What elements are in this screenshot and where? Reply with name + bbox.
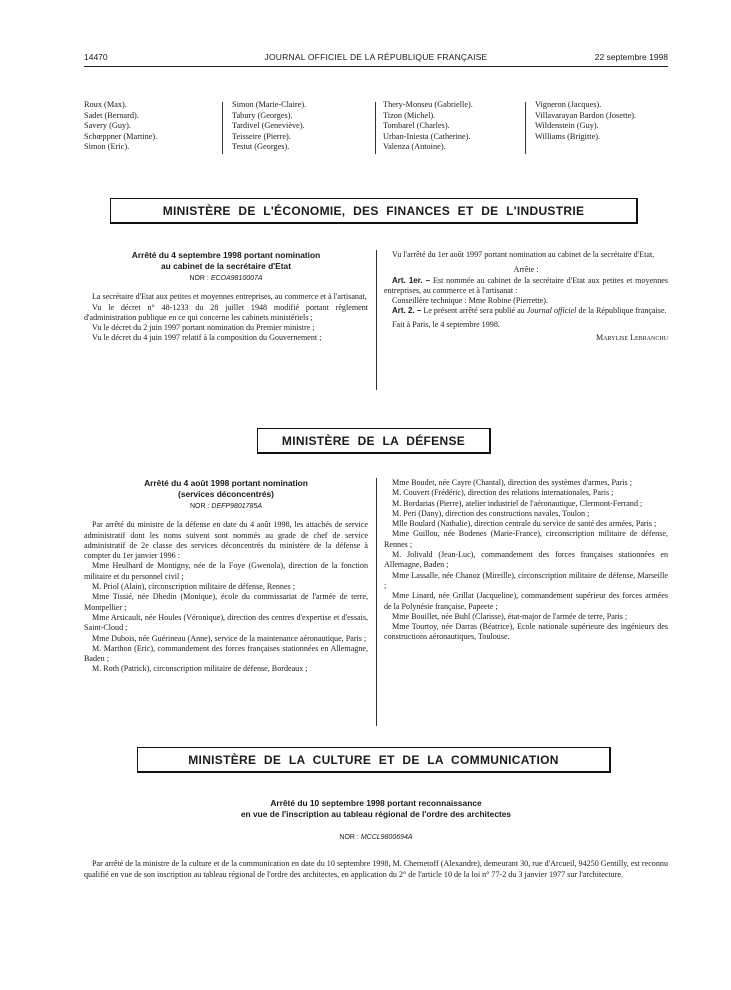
column-divider (525, 102, 526, 154)
ministry-heading-defense: MINISTÈRE DE LA DÉFENSE (257, 428, 491, 454)
paragraph: Mme Tissié, née Dhedin (Monique), école du commissariat de l'armée de terre, Montpellier ; (84, 592, 368, 612)
nor-reference: NOR : DEFP9801785A (190, 503, 262, 510)
section1-left-column (84, 250, 368, 344)
arrete-title: Arrêté du 10 septembre 1998 portant reconnaissance en vue de l'inscription au tableau régional de l'ordre des architectes (240, 798, 512, 819)
page-header (84, 52, 668, 66)
paragraph: Par arrêté du ministre de la défense en date du 4 août 1998, les attachés de service administratif dont les noms suivent sont nommés au grade de chef de service administratif de 2e classe des services déconcentrés du ministère de la défense à compter du 1er janvier 1996 : (84, 520, 368, 561)
list-item: Vigneron (Jacques). (535, 100, 602, 109)
section1-right-column (384, 250, 668, 343)
paragraph: Conseillère technique : Mme Robine (Pierrette). (392, 296, 548, 306)
list-item: Villavarayan Bardon (Josette). (535, 110, 637, 120)
signature: Marylise Lebranchu (595, 333, 668, 343)
paragraph: M. Couvert (Frédéric), direction des relations internationales, Paris ; (392, 488, 614, 498)
section2-left-column (84, 478, 368, 675)
nor-code: DEFP9801785A (211, 503, 262, 510)
paragraph: Vu l'arrêté du 1er août 1997 portant nomination au cabinet de la secrétaire d'Etat, (392, 250, 655, 259)
names-list (84, 100, 668, 156)
paragraph: Mme Boudet, née Cayre (Chantal), direction des systèmes d'armes, Paris ; (392, 478, 632, 487)
arrete-label: Arrête : (513, 265, 539, 275)
list-item: Testut (Georges). (232, 142, 290, 151)
header-rule (84, 66, 668, 67)
section2-right-column (384, 478, 668, 643)
paragraph: Par arrêté de la ministre de la culture et de la communication en date du 10 septembre 1998, M. Chernetoff (Alexandre), demeurant 30, rue d'Arcueil, 94250 Gentilly, est reconnu qualifié en vue de son inscription au tableau régional de l'ordre des architectes, en application du 2° de l'article 10 de la loi n° 77-2 du 3 janvier 1977 sur l'architecture. (84, 859, 668, 879)
arrete-title: Arrêté du 4 août 1998 portant nomination (services déconcentrés) (144, 478, 308, 499)
paragraph: M. Marthon (Eric), commandement des forces françaises stationnées en Allemagne, Baden ; (84, 643, 368, 664)
paragraph: Mme Guillou, née Bodenes (Marie-France), circonscription militaire de défense, Rennes ; (384, 529, 668, 549)
paragraph: Mlle Boulard (Nathalie), direction centrale du service de santé des armées, Paris ; (392, 519, 657, 529)
paragraph: Mme Arsicault, née Houles (Véronique), direction des centres d'expertise et d'essais, Saint-Cloud ; (84, 612, 368, 633)
page-number: 14470 (84, 52, 108, 62)
list-item: Simon (Eric). (84, 142, 130, 151)
article-2: Art. 2. – Le présent arrêté sera publié au Journal officiel de la République française. (392, 306, 667, 316)
paragraph: Mme Heulhard de Montigny, née de la Foye (Gwenola), direction de la fonction militaire et du personnel civil ; (84, 561, 368, 581)
issue-date: 22 septembre 1998 (594, 52, 668, 62)
paragraph: M. Priol (Alain), circonscription militaire de défense, Rennes ; (92, 582, 295, 592)
article-1: Art. 1er. – Est nommée au cabinet de la secrétaire d'Etat aux petites et moyennes entreprises, au commerce et à l'artisanat : (384, 275, 669, 295)
paragraph: Mme Bouillet, née Buhl (Clarisse), état-major de l'armée de terre, Paris ; (392, 611, 628, 621)
paragraph: M. Bordarias (Pierre), atelier industriel de l'aéronautique, Clermont-Ferrand ; (392, 498, 643, 508)
list-item: Teisseire (Pierre). (232, 131, 291, 141)
paragraph: Mme Tourtoy, née Darras (Béatrice), Ecole nationale supérieure des ingénieurs des constructions aéronautiques, Toulouse. (384, 622, 668, 642)
paragraph: Vu le décret du 2 juin 1997 portant nomination du Premier ministre ; (92, 323, 315, 333)
paragraph: M. Jolivald (Jean-Luc), commandement des forces françaises stationnées en Allemagne, Baden ; (384, 550, 668, 570)
paragraph: Vu le décret du 4 juin 1997 relatif à la composition du Gouvernement ; (92, 333, 322, 343)
paragraph: Mme Linard, née Grillat (Jacqueline), commandement supérieur des forces armées de la Polynésie française, Papeete ; (384, 591, 668, 611)
list-item: Roux (Max). (84, 100, 127, 109)
column-divider (376, 250, 377, 390)
names-column-3 (383, 100, 473, 153)
nor-reference: NOR : MCCL9800694A (339, 834, 413, 841)
names-column-1 (84, 100, 157, 153)
list-item: Tizon (Michel). (383, 110, 436, 120)
nor-code: MCCL9800694A (360, 834, 413, 841)
list-item: Wildenstein (Guy). (535, 121, 599, 130)
list-item: Sadet (Bernard). (84, 110, 139, 120)
arrete-title: Arrêté du 4 septembre 1998 portant nomination au cabinet de la secrétaire d'Etat (131, 250, 321, 271)
column-divider (375, 102, 376, 154)
list-item: Tardivel (Geneviève). (232, 121, 305, 130)
section3-body (84, 798, 668, 880)
paragraph: Fait à Paris, le 4 septembre 1998. (392, 319, 500, 329)
list-item: Savery (Guy). (84, 121, 132, 130)
journal-title: JOURNAL OFFICIEL DE LA RÉPUBLIQUE FRANÇAISE (264, 52, 488, 62)
list-item: Schœppner (Martine). (84, 131, 158, 141)
nor-reference: NOR : ECOA9810007A (189, 275, 263, 282)
names-column-2 (232, 100, 306, 153)
nor-code: ECOA9810007A (210, 275, 263, 282)
list-item: Urban-Iniesta (Catherine). (383, 131, 471, 141)
ministry-heading-economie: MINISTÈRE DE L'ÉCONOMIE, DES FINANCES ET DE L'INDUSTRIE (110, 198, 638, 224)
column-divider (222, 102, 223, 154)
list-item: Thery-Monseu (Gabrielle). (383, 100, 473, 109)
list-item: Williams (Brigitte). (535, 131, 601, 141)
paragraph: La secrétaire d'Etat aux petites et moyennes entreprises, au commerce et à l'artisanat, (92, 292, 367, 302)
paragraph: M. Roth (Patrick), circonscription militaire de défense, Bordeaux ; (92, 664, 308, 674)
ministry-heading-culture: MINISTÈRE DE LA CULTURE ET DE LA COMMUNICATION (137, 747, 611, 773)
column-divider (376, 478, 377, 726)
list-item: Valenza (Antoine). (383, 142, 446, 151)
names-column-4 (535, 100, 636, 142)
paragraph: M. Peri (Dany), direction des constructions navales, Toulon ; (392, 508, 590, 518)
paragraph: Mme Dubois, née Guérineau (Anne), service de la maintenance aéronautique, Paris ; (92, 633, 367, 643)
list-item: Tabury (Georges). (232, 110, 293, 120)
list-item: Simon (Marie-Claire). (232, 100, 307, 109)
paragraph: Mme Lassalle, née Chanoz (Mireille), circonscription militaire de défense, Marseille ; (384, 570, 668, 590)
paragraph: Vu le décret n° 48-1233 du 28 juillet 1948 modifié portant règlement d'administration publique en ce qui concerne les cabinets ministériels ; (84, 302, 368, 322)
list-item: Tombarel (Charles). (383, 121, 450, 130)
